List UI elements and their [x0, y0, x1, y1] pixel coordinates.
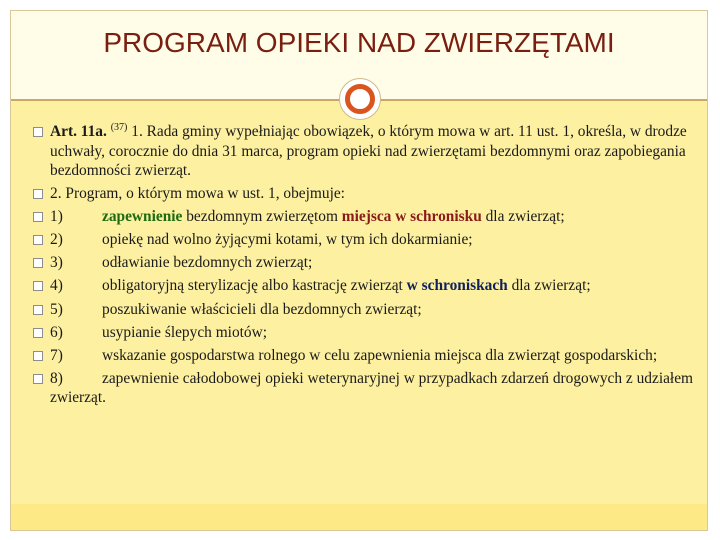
list-item-text: opiekę nad wolno żyjącymi kotami, w tym ich dokarmianie; [102, 231, 473, 249]
list-item-5 [33, 300, 693, 320]
item-number: 4) [50, 277, 63, 295]
list-item-1 [33, 207, 693, 227]
list-item-text: obligatoryjną sterylizację albo kastrację zwierząt [102, 277, 407, 295]
square-bullet-icon [33, 374, 43, 384]
square-bullet-icon [33, 281, 43, 291]
list-item-text: bezdomnym zwierzętom [182, 208, 342, 226]
list-item-text: dla zwierząt; [481, 208, 565, 226]
list-item-8 [33, 369, 693, 408]
square-bullet-icon [33, 328, 43, 338]
list-item-2 [33, 230, 693, 250]
circle-ornament-icon [339, 78, 381, 120]
item-number: 7) [50, 346, 63, 364]
square-bullet-icon [33, 305, 43, 315]
item-number: 2) [50, 231, 63, 249]
square-bullet-icon [33, 212, 43, 222]
list-item-7 [33, 346, 693, 366]
footnote-ref: (37) [110, 121, 128, 133]
list-item-text: usypianie ślepych miotów; [102, 323, 267, 341]
square-bullet-icon [33, 235, 43, 245]
list-item-6 [33, 323, 693, 343]
list-item-text: zapewnienie całodobowej opieki weterynaryjnej w przypadkach zdarzeń drogowych z udziałem zwierząt. [50, 369, 693, 407]
item-number: 8) [50, 369, 63, 387]
item-number: 5) [50, 300, 63, 318]
item-number: 6) [50, 323, 63, 341]
list-item-4 [33, 276, 693, 296]
item-number: 3) [50, 254, 63, 272]
list-item-text: dla zwierząt; [507, 277, 591, 295]
circle-ring [345, 84, 375, 114]
square-bullet-icon [33, 189, 43, 199]
list-item-program-scope [33, 184, 693, 204]
list-item-text: odławianie bezdomnych zwierząt; [102, 254, 313, 272]
slide-title: PROGRAM OPIEKI NAD ZWIERZĘTAMI [103, 27, 615, 58]
item-number: 1) [50, 208, 63, 226]
square-bullet-icon [33, 127, 43, 137]
list-item-art-11a [33, 122, 693, 181]
list-item-text: 2. Program, o którym mowa w ust. 1, obejmuje: [50, 185, 345, 203]
highlight-text: zapewnienie [102, 208, 183, 226]
article-number: Art. 11a. [50, 123, 107, 140]
square-bullet-icon [33, 351, 43, 361]
list-item-text: wskazanie gospodarstwa rolnego w celu zapewnienia miejsca dla zwierząt gospodarskich; [102, 346, 658, 364]
square-bullet-icon [33, 258, 43, 268]
bottom-band [11, 504, 707, 530]
bullet-list [33, 122, 693, 411]
list-item-3 [33, 253, 693, 273]
article-text: 1. Rada gminy wypełniając obowiązek, o którym mowa w art. 11 ust. 1, określa, w drodze uchwały, corocznie do dnia 31 marca, program opieki nad zwierzętami bezdomnymi oraz zapobiegania bezdomności zwierząt. [50, 123, 687, 179]
highlight-text: w schroniskach [406, 277, 508, 295]
list-item-text: poszukiwanie właścicieli dla bezdomnych zwierząt; [102, 300, 422, 318]
highlight-text: miejsca w schronisku [341, 208, 482, 226]
